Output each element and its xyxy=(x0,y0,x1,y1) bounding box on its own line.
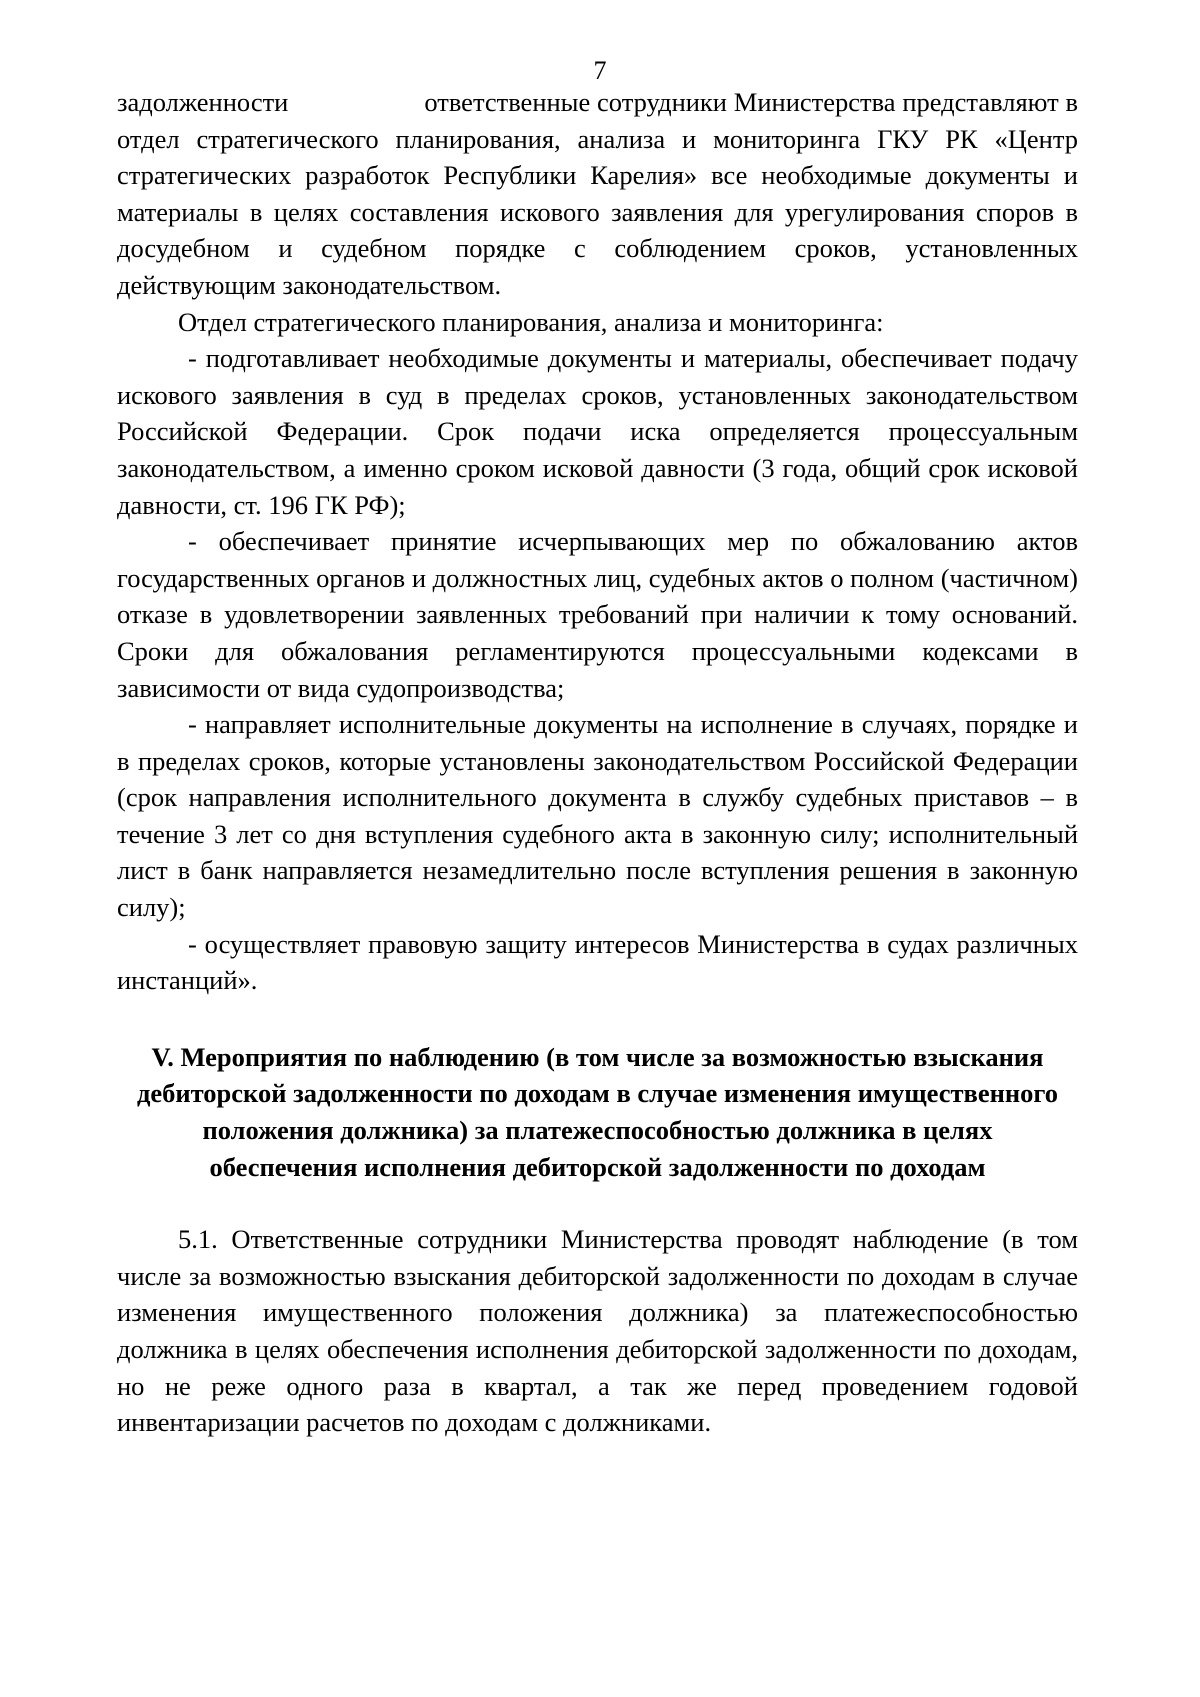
section-heading: V. Мероприятия по наблюдению (в том числе за возможностью взыскания дебиторской задолженности по доходам в случае изменения имущественного положения должника) за платежеспособностью должника в целях обеспечения исполнения дебиторской задолженности по доходам xyxy=(136,1041,1059,1182)
list-item-enforcement-documents: - направляет исполнительные документы на исполнение в случаях, порядке и в пределах сроков, которые установлены законодательством Российской Федерации (срок направления исполнительного документа в службу судебных приставов – в течение 3 лет со дня вступления судебного акта в законную силу; исполнительный лист в банк направляется незамедлительно после вступления решения в законную силу); xyxy=(117,709,1078,923)
paragraph-department-intro: Отдел стратегического планирования, анализа и мониторинга: xyxy=(178,306,884,337)
page-number: 7 xyxy=(593,56,607,85)
list-item-legal-protection: - осуществляет правовую защиту интересов Министерства в судах различных инстанций». xyxy=(117,928,1078,996)
paragraph-monitoring: 5.1. Ответственные сотрудники Министерства проводят наблюдение (в том числе за возможностью взыскания дебиторской задолженности по доходам в случае изменения имущественного положения должника) за платежеспособностью должника в целях обеспечения исполнения дебиторской задолженности по доходам, но не реже одного раза в квартал, а так же перед проведением годовой инвентаризации расчетов по доходам с должниками. xyxy=(117,1224,1078,1438)
document-body xyxy=(117,84,1085,1441)
list-item-prepare-documents: - подготавливает необходимые документы и материалы, обеспечивает подачу искового заявления в суд в пределах сроков, установленных законодательством Российской Федерации. Срок подачи иска определяется процессуальным законодательством, а именно сроком исковой давности (3 года, общий срок исковой давности, ст. 196 ГК РФ); xyxy=(117,343,1078,520)
list-item-appeal-measures: - обеспечивает принятие исчерпывающих мер по обжалованию актов государственных органов и должностных лиц, судебных актов о полном (частичном) отказе в удовлетворении заявленных требований при наличии к тому оснований. Сроки для обжалования регламентируются процессуальными кодексами в зависимости от вида судопроизводства; xyxy=(117,526,1078,703)
paragraph-responsible-staff: задолженности ответственные сотрудники Министерства представляют в отдел стратегического планирования, анализа и мониторинга ГКУ РК «Центр стратегических разработок Республики Карелия» все необходимые документы и материалы в целях составления искового заявления для урегулирования споров в досудебном и судебном порядке с соблюдением сроков, установленных действующим законодательством. xyxy=(117,87,1085,300)
